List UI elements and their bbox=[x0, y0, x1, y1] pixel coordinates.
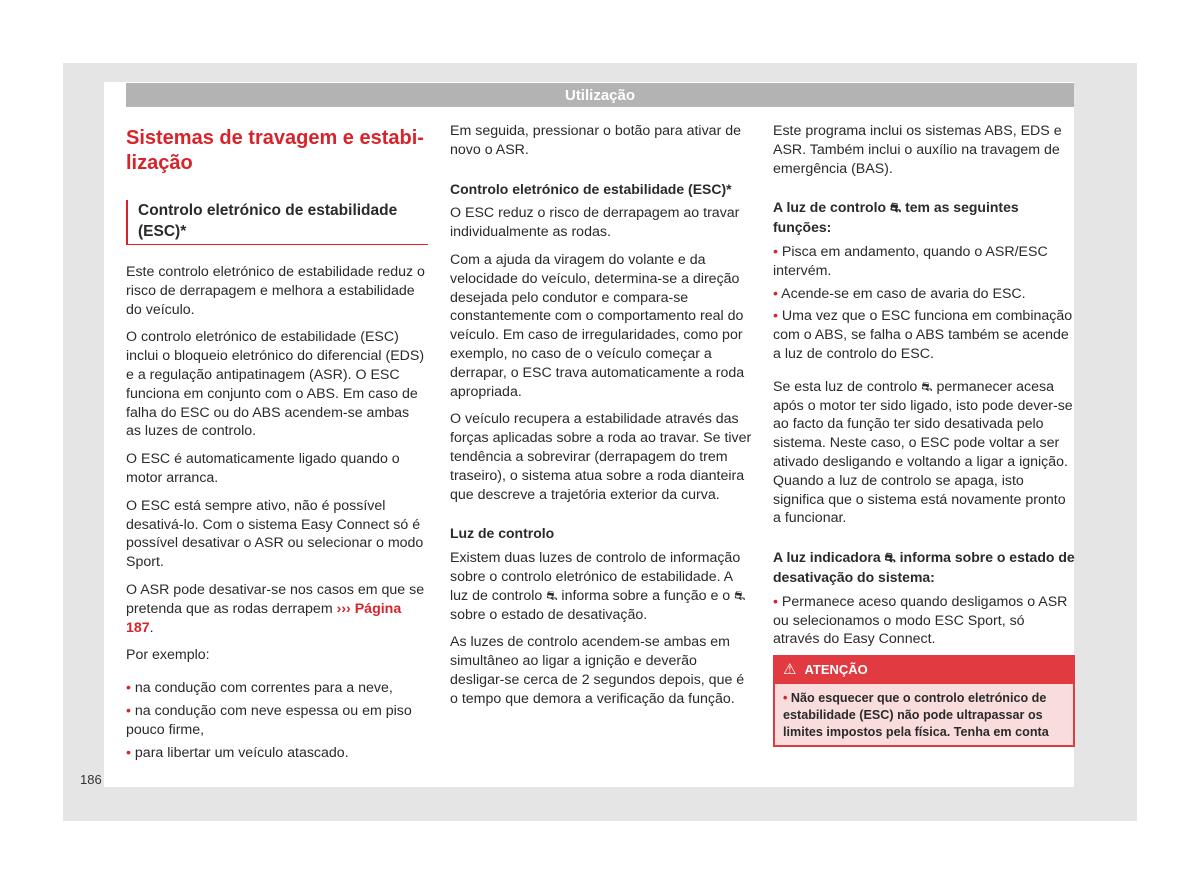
bullet-icon: • bbox=[773, 243, 782, 260]
subheading-control-light-functions bbox=[773, 198, 1075, 237]
column-1 bbox=[126, 122, 428, 766]
bullet-icon: • bbox=[773, 308, 782, 325]
paragraph bbox=[450, 549, 752, 624]
esc-off-lamp-icon: ⛐ bbox=[734, 587, 746, 603]
list-item bbox=[126, 702, 428, 740]
list-item-text: na condução com correntes para a neve, bbox=[134, 680, 393, 697]
list-item bbox=[126, 679, 428, 698]
page-frame-left bbox=[63, 63, 104, 821]
list-item bbox=[773, 243, 1075, 281]
punctuation: . bbox=[149, 619, 154, 636]
paragraph: O ESC está sempre ativo, não é possível desativá-lo. Com o sistema Easy Connect só é possível desativar o ASR ou selecionar o modo Sport. bbox=[126, 497, 424, 571]
bullet-icon: • bbox=[783, 690, 791, 705]
list-item-text: na condução com neve espessa ou em piso pouco firme, bbox=[126, 702, 412, 738]
paragraph: Em seguida, pressionar o botão para ativar de novo o ASR. bbox=[450, 123, 742, 158]
subheading-text: tem as seguintes funções: bbox=[773, 199, 1019, 236]
paragraph-text: permanecer acesa após o motor ter sido ligado, isto pode dever-se ao facto da função ter sido desativada pelo sistema. Neste caso, o ESC pode voltar a ser ativado desligando e voltando a ligar a ignição. Quando a luz de controlo se apaga, isto significa que o sistema está novamente pronto a funcionar. bbox=[773, 378, 1073, 527]
list-item-text: para libertar um veículo atascado. bbox=[134, 744, 349, 761]
page-number: 186 bbox=[80, 772, 102, 787]
paragraph: O controlo eletrónico de estabilidade (ESC) inclui o bloqueio eletrónico do diferencial (EDS) e a regulação antipatinagem (ASR). O ESC funciona em conjunto com o ABS. Em caso de falha do ESC ou do ABS acendem-se ambas as luzes de controlo. bbox=[126, 329, 425, 440]
subheading-indicator-light bbox=[773, 548, 1075, 587]
bullet-icon: • bbox=[126, 744, 135, 761]
list-item bbox=[773, 285, 1075, 304]
subheading-text: A luz indicadora bbox=[773, 549, 881, 566]
warning-body bbox=[775, 684, 1073, 745]
subheading-text: informa sobre o estado de desativação do sistema: bbox=[773, 549, 1075, 585]
subheading-text: A luz de controlo bbox=[773, 199, 887, 216]
list-item-text: Pisca em andamento, quando o ASR/ESC intervém. bbox=[773, 243, 1048, 279]
list-item-text: Permanece aceso quando desligamos o ASR ou selecionamos o modo ESC Sport, só através do Easy Connect. bbox=[773, 593, 1068, 648]
paragraph-text: sobre o estado de desativação. bbox=[450, 606, 648, 623]
column-3 bbox=[773, 122, 1075, 747]
bullet-icon: • bbox=[773, 285, 782, 302]
list-item bbox=[773, 307, 1075, 363]
paragraph bbox=[773, 378, 1075, 528]
list-item-text: Acende-se em caso de avaria do ESC. bbox=[781, 285, 1026, 302]
paragraph: O ESC reduz o risco de derrapagem ao travar individualmente as rodas. bbox=[450, 205, 740, 241]
warning-text: Não esquecer que o controlo eletrónico de estabilidade (ESC) não pode ultrapassar os limites impostos pela física. Tenha em conta bbox=[783, 690, 1049, 739]
paragraph: Este programa inclui os sistemas ABS, EDS e ASR. Também inclui o auxílio na travagem de emergência (BAS). bbox=[773, 123, 1062, 177]
paragraph: Este controlo eletrónico de estabilidade reduz o risco de derrapagem e melhora a estabilidade do veículo. bbox=[126, 264, 425, 318]
list-item bbox=[126, 744, 428, 763]
paragraph: Com a ajuda da viragem do volante e da velocidade do veículo, determina-se a direção desejada pelo condutor e compara-se constantemente com o comportamento real do veículo. Em caso de irregularidades, como por exemplo, no caso de o veículo começar a derrapar, o ESC trava automaticamente a roda apropriada. bbox=[450, 251, 745, 400]
section-subtitle: Controlo eletrónico de estabilidade (ESC)* bbox=[126, 200, 428, 245]
warning-box bbox=[773, 655, 1075, 747]
esc-off-lamp-icon: ⛐ bbox=[884, 550, 896, 566]
paragraph: Por exemplo: bbox=[126, 647, 210, 664]
page-title: Sistemas de travagem e estabi-lização bbox=[126, 127, 424, 174]
warning-header bbox=[775, 657, 1073, 684]
bullet-icon: • bbox=[126, 680, 135, 697]
paragraph bbox=[126, 581, 428, 637]
column-2 bbox=[450, 122, 752, 718]
warning-triangle-icon: ⚠ bbox=[783, 661, 797, 679]
list-item-text: Uma vez que o ESC funciona em combinação com o ABS, se falha o ABS também se acende a luz de controlo do ESC. bbox=[773, 308, 1073, 362]
page-frame-right bbox=[1074, 63, 1137, 821]
page-frame-bottom bbox=[63, 787, 1137, 821]
esc-warning-lamp-icon: ⛐ bbox=[921, 378, 933, 394]
paragraph-text: Existem duas luzes de controlo de informação sobre o controlo eletrónico de estabilidade. A luz de controlo bbox=[450, 550, 741, 604]
esc-warning-lamp-icon: ⛐ bbox=[889, 200, 902, 216]
subheading-esc: Controlo eletrónico de estabilidade (ESC)* bbox=[450, 180, 732, 197]
warning-title: ATENÇÃO bbox=[804, 662, 868, 678]
section-header: Utilização bbox=[126, 83, 1074, 107]
esc-warning-lamp-icon: ⛐ bbox=[546, 587, 558, 603]
paragraph-text: O ASR pode desativar-se nos casos em que se pretenda que as rodas derrapem bbox=[126, 581, 425, 617]
paragraph: O ESC é automaticamente ligado quando o motor arranca. bbox=[126, 451, 400, 486]
subheading-control-light: Luz de controlo bbox=[450, 525, 555, 542]
paragraph: O veículo recupera a estabilidade através das forças aplicadas sobre a roda ao travar. Se tiver tendência a sobrevirar (derrapagem do trem traseiro), o sistema atua sobre a roda dianteira que descreve a trajetória exterior da curva. bbox=[450, 411, 752, 503]
paragraph-text: Se esta luz de controlo bbox=[773, 378, 918, 395]
paragraph-text: informa sobre a função e o bbox=[561, 587, 731, 604]
paragraph: As luzes de controlo acendem-se ambas em simultâneo ao ligar a ignição e deverão desligar-se cerca de 2 segundos depois, que é o tempo que demora a verificação da função. bbox=[450, 634, 745, 707]
bullet-icon: • bbox=[773, 593, 782, 610]
page-frame-top bbox=[63, 63, 1137, 82]
list-item bbox=[773, 593, 1075, 649]
bullet-icon: • bbox=[126, 702, 135, 719]
page-reference-link[interactable]: ››› Página 187 bbox=[126, 600, 402, 636]
